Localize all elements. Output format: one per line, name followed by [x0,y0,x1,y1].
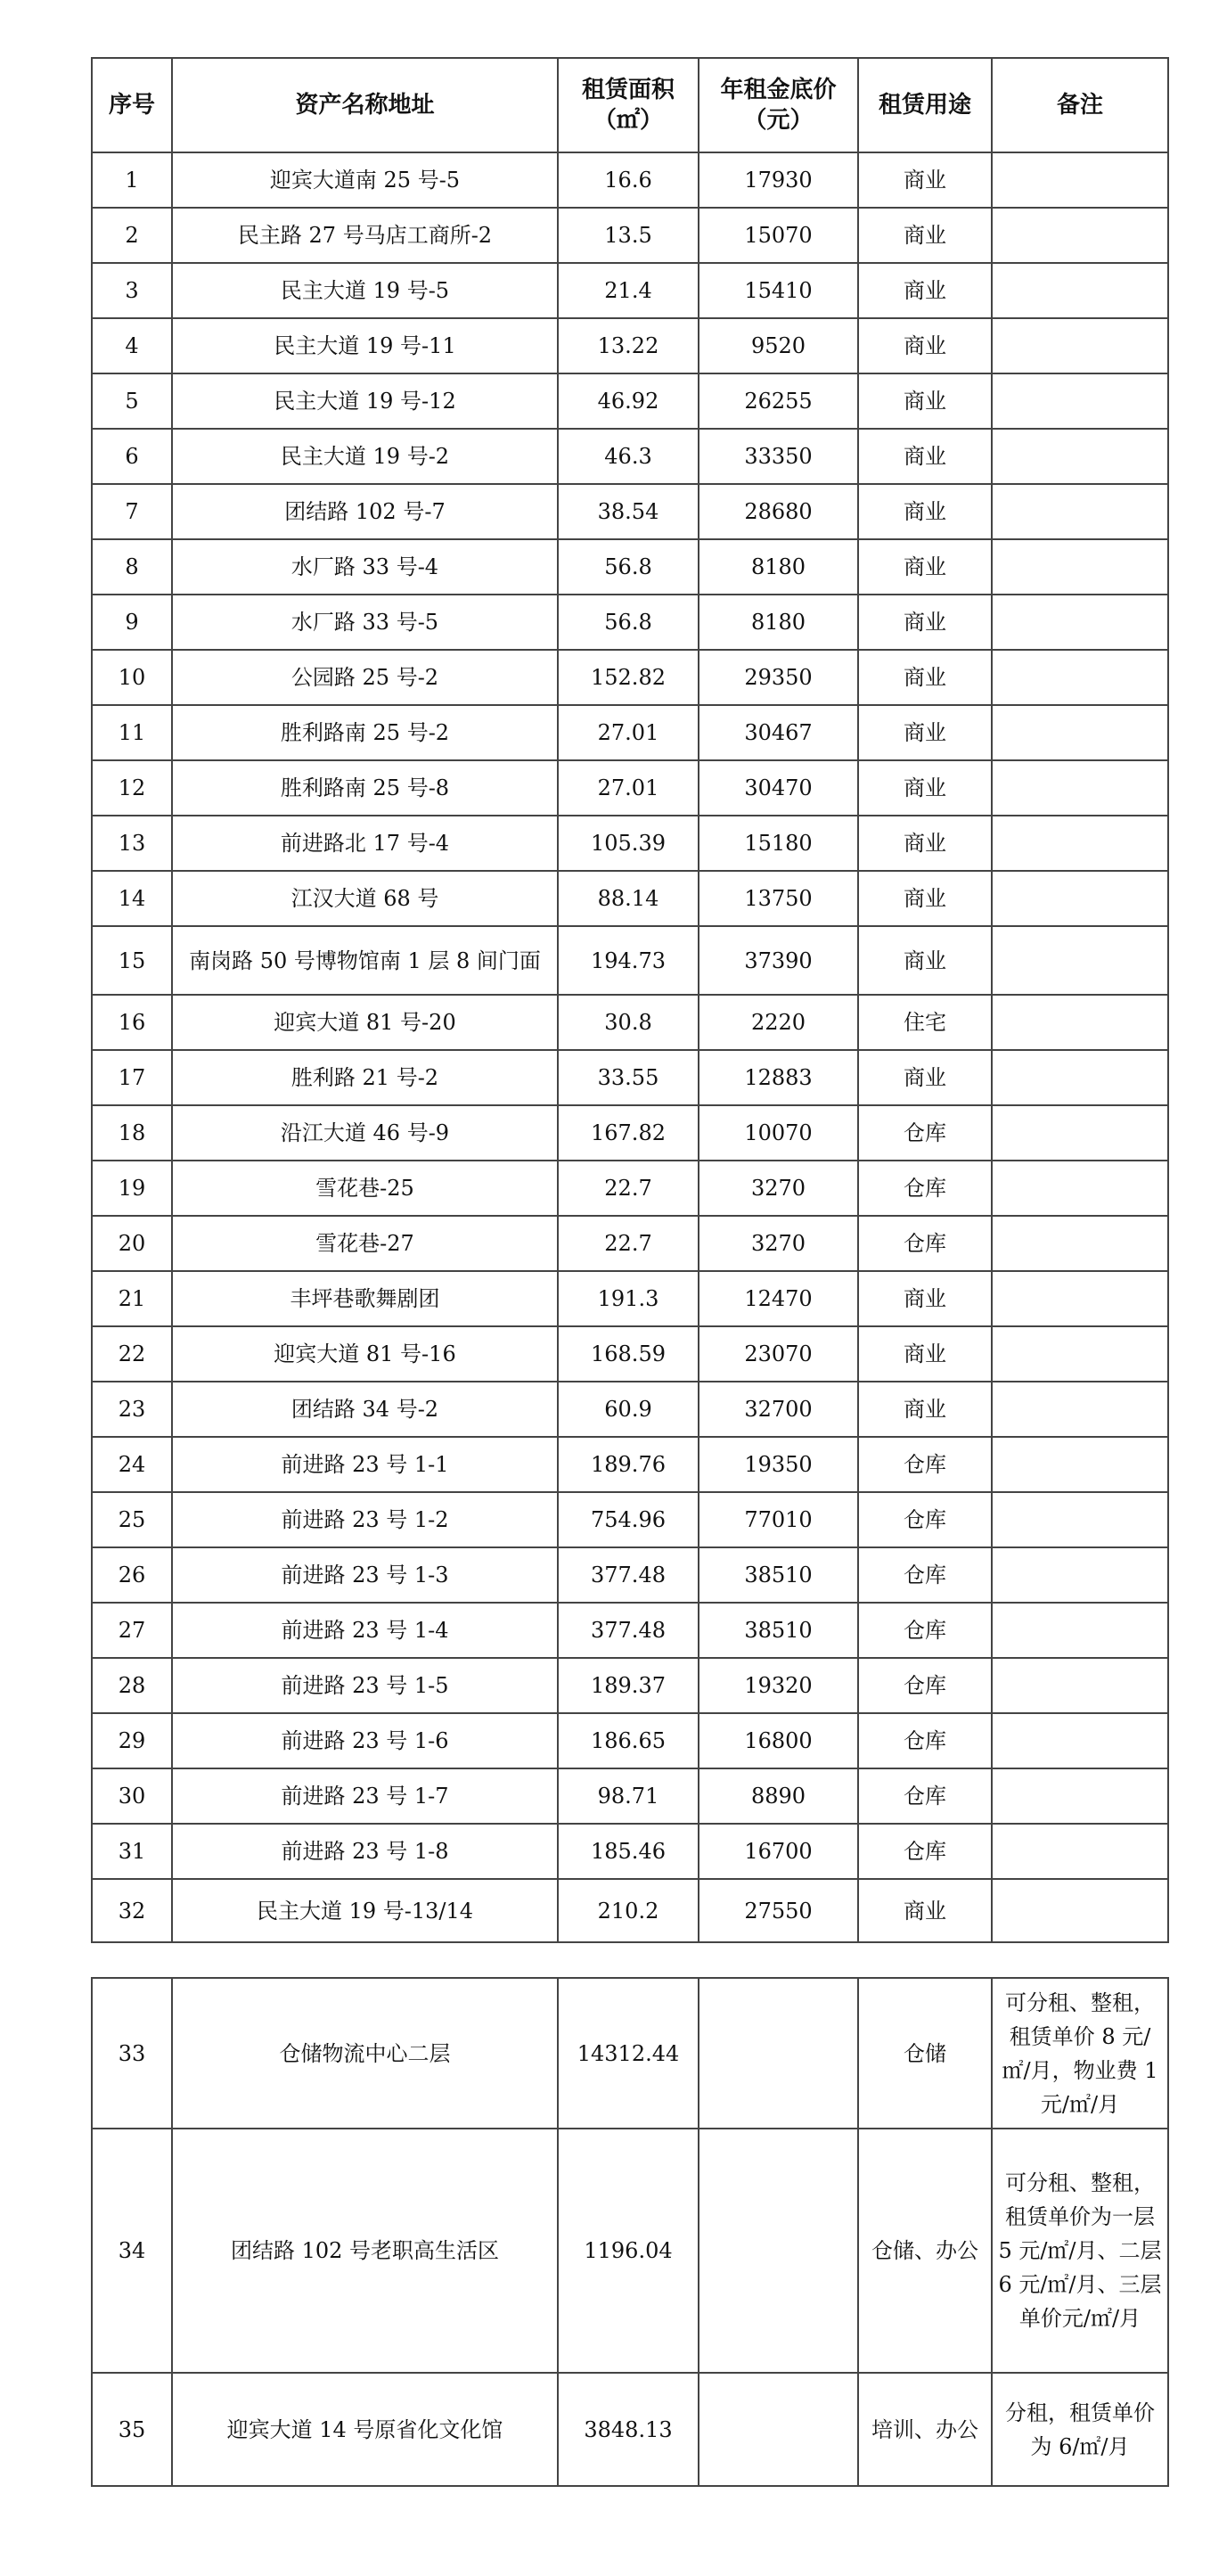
table-row [92,871,1168,926]
header-note: 备注 [992,58,1168,152]
row-note [992,760,1168,816]
row-use: 商业 [858,263,992,318]
row-no: 6 [92,429,172,484]
row-area: 13.22 [558,318,699,373]
row-rent: 3270 [699,1216,858,1271]
row-rent: 27550 [699,1879,858,1942]
row-area: 185.46 [558,1824,699,1879]
row-rent: 32700 [699,1382,858,1437]
row-note [992,995,1168,1050]
row-name: 迎宾大道 14 号原省化文化馆 [172,2373,558,2486]
row-rent: 8180 [699,539,858,595]
row-note [992,1326,1168,1382]
row-use: 商业 [858,926,992,995]
table-row [92,2129,1168,2373]
row-use: 培训、办公 [858,2373,992,2486]
row-name: 民主大道 19 号-13/14 [172,1879,558,1942]
row-note [992,1216,1168,1271]
row-note: 可分租、整租，租赁单价 8 元/㎡/月，物业费 1 元/㎡/月 [992,1978,1168,2129]
row-name: 胜利路南 25 号-2 [172,705,558,760]
row-no: 13 [92,816,172,871]
table-row [92,595,1168,650]
row-no: 14 [92,871,172,926]
row-name: 仓储物流中心二层 [172,1978,558,2129]
table-row [92,926,1168,995]
row-area: 377.48 [558,1603,699,1658]
row-name: 民主大道 19 号-5 [172,263,558,318]
table-row [92,995,1168,1050]
row-name: 江汉大道 68 号 [172,871,558,926]
asset-table [91,57,1169,1943]
row-use: 商业 [858,816,992,871]
row-rent [699,2373,858,2486]
row-use: 仓库 [858,1216,992,1271]
row-no: 30 [92,1768,172,1824]
row-note [992,1824,1168,1879]
row-rent: 37390 [699,926,858,995]
row-area: 168.59 [558,1326,699,1382]
row-area: 46.92 [558,373,699,429]
row-name: 雪花巷-27 [172,1216,558,1271]
row-area: 22.7 [558,1216,699,1271]
row-rent: 10070 [699,1105,858,1161]
row-rent: 28680 [699,484,858,539]
header-use: 租赁用途 [858,58,992,152]
row-note [992,263,1168,318]
row-area: 27.01 [558,705,699,760]
row-use: 仓库 [858,1713,992,1768]
row-use: 仓库 [858,1437,992,1492]
row-name: 民主大道 19 号-12 [172,373,558,429]
row-no: 20 [92,1216,172,1271]
table-row [92,1879,1168,1942]
table-row [92,1768,1168,1824]
table-row [92,1437,1168,1492]
row-name: 前进路 23 号 1-1 [172,1437,558,1492]
row-use: 商业 [858,208,992,263]
row-rent: 12470 [699,1271,858,1326]
row-area: 152.82 [558,650,699,705]
row-note [992,1161,1168,1216]
row-name: 民主大道 19 号-2 [172,429,558,484]
row-rent: 16800 [699,1713,858,1768]
row-use: 商业 [858,871,992,926]
row-use: 仓库 [858,1547,992,1603]
row-rent: 15410 [699,263,858,318]
row-area: 60.9 [558,1382,699,1437]
row-use: 商业 [858,318,992,373]
row-area: 167.82 [558,1105,699,1161]
row-use: 商业 [858,1050,992,1105]
row-area: 754.96 [558,1492,699,1547]
row-no: 7 [92,484,172,539]
table-row [92,1050,1168,1105]
row-no: 23 [92,1382,172,1437]
row-no: 11 [92,705,172,760]
row-name: 团结路 34 号-2 [172,1382,558,1437]
table-row [92,1161,1168,1216]
row-no: 2 [92,208,172,263]
row-note [992,650,1168,705]
row-use: 商业 [858,1271,992,1326]
row-name: 前进路 23 号 1-4 [172,1603,558,1658]
header-no: 序号 [92,58,172,152]
row-no: 32 [92,1879,172,1942]
row-note [992,1382,1168,1437]
row-area: 13.5 [558,208,699,263]
table-row [92,705,1168,760]
row-no: 17 [92,1050,172,1105]
row-area: 14312.44 [558,1978,699,2129]
row-rent: 2220 [699,995,858,1050]
row-name: 团结路 102 号老职高生活区 [172,2129,558,2373]
table-row [92,373,1168,429]
row-note [992,595,1168,650]
row-use: 商业 [858,484,992,539]
row-use: 仓库 [858,1105,992,1161]
table-row [92,152,1168,208]
row-rent: 30467 [699,705,858,760]
table-row [92,1271,1168,1326]
row-no: 12 [92,760,172,816]
row-use: 仓库 [858,1658,992,1713]
row-no: 4 [92,318,172,373]
row-rent: 9520 [699,318,858,373]
row-note [992,871,1168,926]
row-note [992,1547,1168,1603]
row-no: 8 [92,539,172,595]
table-row [92,1382,1168,1437]
row-note [992,1768,1168,1824]
row-rent: 17930 [699,152,858,208]
row-rent: 3270 [699,1161,858,1216]
row-name: 前进路 23 号 1-7 [172,1768,558,1824]
row-rent: 38510 [699,1547,858,1603]
header-name: 资产名称地址 [172,58,558,152]
row-note [992,1603,1168,1658]
row-note [992,484,1168,539]
row-use: 仓库 [858,1492,992,1547]
row-no: 10 [92,650,172,705]
row-note: 可分租、整租，租赁单价为一层 5 元/㎡/月、二层 6 元/㎡/月、三层单价元/㎡/月 [992,2129,1168,2373]
row-rent [699,2129,858,2373]
row-area: 98.71 [558,1768,699,1824]
table-row [92,208,1168,263]
row-use: 仓库 [858,1161,992,1216]
header-row [92,58,1168,152]
row-name: 民主路 27 号马店工商所-2 [172,208,558,263]
row-name: 沿江大道 46 号-9 [172,1105,558,1161]
row-no: 1 [92,152,172,208]
row-no: 31 [92,1824,172,1879]
row-note [992,318,1168,373]
row-use: 商业 [858,373,992,429]
row-no: 26 [92,1547,172,1603]
row-area: 88.14 [558,871,699,926]
row-area: 189.37 [558,1658,699,1713]
row-name: 前进路 23 号 1-5 [172,1658,558,1713]
row-note [992,1437,1168,1492]
row-name: 迎宾大道 81 号-20 [172,995,558,1050]
row-no: 29 [92,1713,172,1768]
row-use: 商业 [858,152,992,208]
row-area: 186.65 [558,1713,699,1768]
row-no: 3 [92,263,172,318]
row-rent: 38510 [699,1603,858,1658]
row-no: 22 [92,1326,172,1382]
row-no: 16 [92,995,172,1050]
row-no: 24 [92,1437,172,1492]
row-area: 56.8 [558,595,699,650]
row-rent: 16700 [699,1824,858,1879]
table-row [92,1105,1168,1161]
row-no: 33 [92,1978,172,2129]
table-row [92,650,1168,705]
row-name: 胜利路南 25 号-8 [172,760,558,816]
asset-table-continued [91,1977,1169,2487]
row-use: 商业 [858,429,992,484]
row-no: 34 [92,2129,172,2373]
row-name: 前进路 23 号 1-3 [172,1547,558,1603]
row-area: 105.39 [558,816,699,871]
row-note [992,1879,1168,1942]
row-area: 191.3 [558,1271,699,1326]
row-note [992,816,1168,871]
row-rent: 15180 [699,816,858,871]
row-area: 27.01 [558,760,699,816]
row-name: 迎宾大道 81 号-16 [172,1326,558,1382]
row-note [992,1658,1168,1713]
row-area: 16.6 [558,152,699,208]
row-rent: 30470 [699,760,858,816]
row-area: 38.54 [558,484,699,539]
row-note [992,208,1168,263]
row-no: 27 [92,1603,172,1658]
row-name: 民主大道 19 号-11 [172,318,558,373]
row-no: 35 [92,2373,172,2486]
row-no: 19 [92,1161,172,1216]
row-area: 189.76 [558,1437,699,1492]
row-use: 仓储 [858,1978,992,2129]
row-note [992,926,1168,995]
row-use: 商业 [858,705,992,760]
row-name: 南岗路 50 号博物馆南 1 层 8 间门面 [172,926,558,995]
row-name: 雪花巷-25 [172,1161,558,1216]
row-rent: 8890 [699,1768,858,1824]
row-area: 46.3 [558,429,699,484]
row-name: 迎宾大道南 25 号-5 [172,152,558,208]
row-area: 377.48 [558,1547,699,1603]
row-area: 1196.04 [558,2129,699,2373]
row-name: 前进路 23 号 1-8 [172,1824,558,1879]
row-rent: 19320 [699,1658,858,1713]
row-note [992,1271,1168,1326]
row-no: 9 [92,595,172,650]
row-name: 团结路 102 号-7 [172,484,558,539]
row-rent: 77010 [699,1492,858,1547]
row-no: 28 [92,1658,172,1713]
table-row [92,2373,1168,2486]
row-use: 住宅 [858,995,992,1050]
table-row [92,484,1168,539]
row-use: 商业 [858,1326,992,1382]
row-rent: 12883 [699,1050,858,1105]
row-use: 商业 [858,595,992,650]
table-row [92,1824,1168,1879]
row-use: 仓库 [858,1824,992,1879]
row-note [992,429,1168,484]
table-row [92,1978,1168,2129]
row-name: 水厂路 33 号-4 [172,539,558,595]
row-note [992,705,1168,760]
row-note [992,152,1168,208]
row-note [992,373,1168,429]
row-note [992,1050,1168,1105]
row-note [992,1713,1168,1768]
row-rent: 23070 [699,1326,858,1382]
row-area: 56.8 [558,539,699,595]
table-row [92,760,1168,816]
row-area: 194.73 [558,926,699,995]
row-use: 仓储、办公 [858,2129,992,2373]
row-rent: 19350 [699,1437,858,1492]
row-use: 商业 [858,539,992,595]
row-rent: 8180 [699,595,858,650]
row-area: 210.2 [558,1879,699,1942]
header-rent: 年租金底价（元） [699,58,858,152]
header-area: 租赁面积（㎡） [558,58,699,152]
row-no: 21 [92,1271,172,1326]
table-row [92,263,1168,318]
row-note [992,1492,1168,1547]
row-no: 5 [92,373,172,429]
row-use: 商业 [858,1382,992,1437]
table-row [92,1603,1168,1658]
table-row [92,1492,1168,1547]
row-rent [699,1978,858,2129]
table-row [92,1326,1168,1382]
table-row [92,318,1168,373]
row-rent: 33350 [699,429,858,484]
row-note: 分租，租赁单价为 6/㎡/月 [992,2373,1168,2486]
row-name: 前进路北 17 号-4 [172,816,558,871]
row-area: 33.55 [558,1050,699,1105]
row-name: 胜利路 21 号-2 [172,1050,558,1105]
row-area: 22.7 [558,1161,699,1216]
row-name: 前进路 23 号 1-2 [172,1492,558,1547]
row-note [992,539,1168,595]
table-row [92,539,1168,595]
row-rent: 15070 [699,208,858,263]
table-row [92,1713,1168,1768]
row-no: 15 [92,926,172,995]
row-name: 水厂路 33 号-5 [172,595,558,650]
row-rent: 29350 [699,650,858,705]
row-use: 商业 [858,650,992,705]
row-area: 3848.13 [558,2373,699,2486]
row-name: 丰坪巷歌舞剧团 [172,1271,558,1326]
row-area: 30.8 [558,995,699,1050]
row-name: 公园路 25 号-2 [172,650,558,705]
row-rent: 13750 [699,871,858,926]
row-name: 前进路 23 号 1-6 [172,1713,558,1768]
row-use: 商业 [858,760,992,816]
row-use: 仓库 [858,1768,992,1824]
table-row [92,1658,1168,1713]
table-row [92,1216,1168,1271]
row-area: 21.4 [558,263,699,318]
row-use: 商业 [858,1879,992,1942]
row-no: 18 [92,1105,172,1161]
table-row [92,429,1168,484]
row-rent: 26255 [699,373,858,429]
table-row [92,816,1168,871]
row-note [992,1105,1168,1161]
table-row [92,1547,1168,1603]
row-no: 25 [92,1492,172,1547]
row-use: 仓库 [858,1603,992,1658]
